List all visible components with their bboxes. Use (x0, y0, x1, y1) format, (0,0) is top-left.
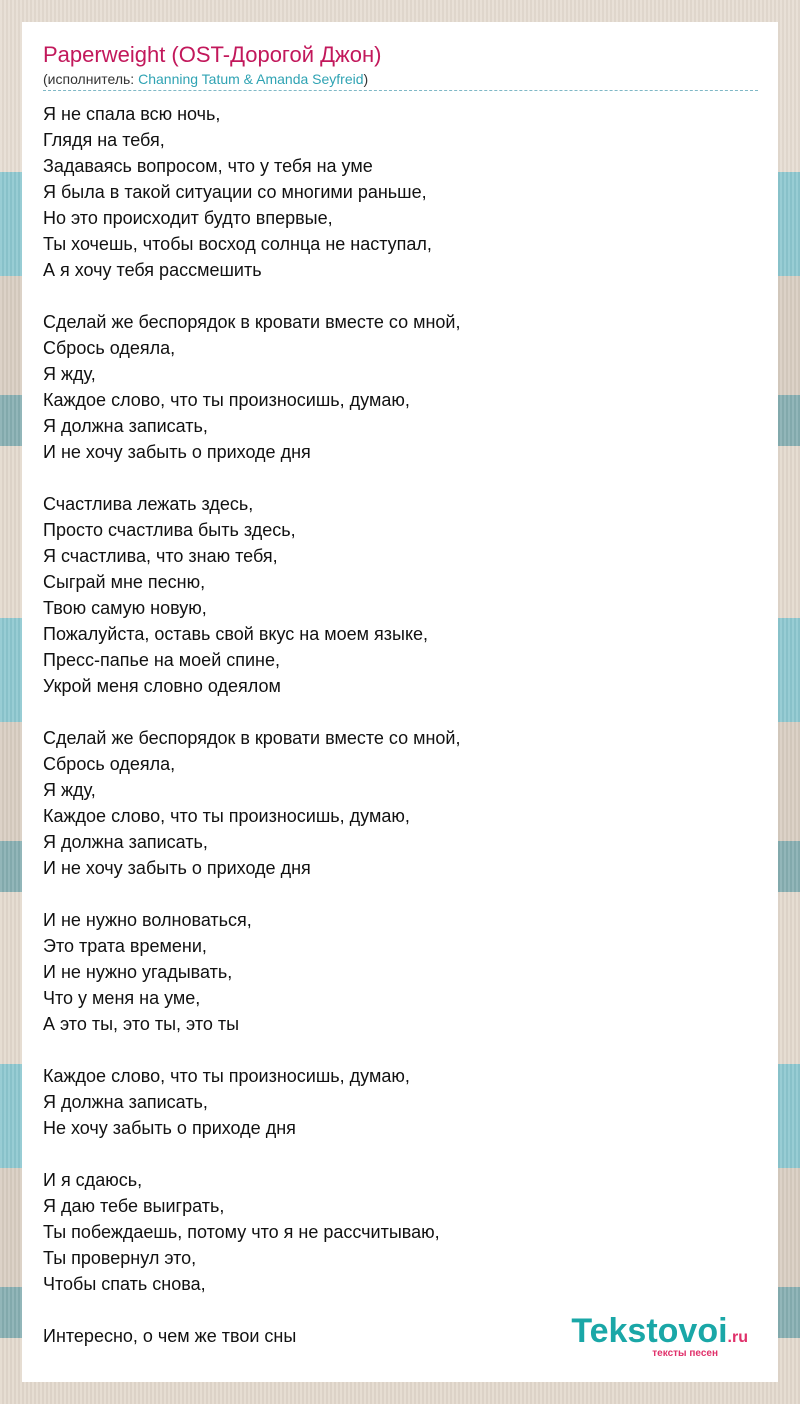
lyric-line: Просто счастлива быть здесь, (43, 520, 296, 540)
byline-suffix: ) (363, 71, 369, 87)
lyric-line: И не нужно угадывать, (43, 962, 233, 982)
logo-tagline: тексты песен (652, 1348, 718, 1359)
lyric-line: А я хочу тебя рассмешить (43, 260, 262, 280)
lyric-line: Ты провернул это, (43, 1248, 197, 1268)
lyric-line: Я была в такой ситуации со многими раньше, (43, 182, 427, 202)
song-title: Paperweight (OST-Дорогой Джон) (43, 42, 382, 67)
lyric-line: Я должна записать, (43, 416, 208, 436)
lyric-line: Сделай же беспорядок в кровати вместе со мной, (43, 312, 461, 332)
lyric-line: Глядя на тебя, (43, 130, 165, 150)
byline-prefix: (исполнитель: (43, 71, 139, 87)
stanza (43, 491, 758, 699)
artist-byline (43, 70, 758, 91)
lyric-line: Я счастлива, что знаю тебя, (43, 546, 278, 566)
lyric-line: Не хочу забыть о приходе дня (43, 1118, 296, 1138)
lyric-line: Я не спала всю ночь, (43, 104, 221, 124)
lyrics-body (43, 101, 758, 1349)
lyric-line: Что у меня на уме, (43, 988, 201, 1008)
lyric-line: И не хочу забыть о приходе дня (43, 442, 311, 462)
lyric-line: Я жду, (43, 364, 96, 384)
stanza (43, 309, 758, 465)
lyric-line: Я должна записать, (43, 1092, 208, 1112)
lyric-line: Сыграй мне песню, (43, 572, 206, 592)
lyric-line: Пресс-папье на моей спине, (43, 650, 281, 670)
lyric-line: Ты побеждаешь, потому что я не рассчитываю, (43, 1222, 440, 1242)
artist-link[interactable]: Channing Tatum & Amanda Seyfreid (138, 71, 364, 87)
lyric-line: Пожалуйста, оставь свой вкус на моем языке, (43, 624, 429, 644)
lyric-line: Чтобы спать снова, (43, 1274, 206, 1294)
lyric-line: Это трата времени, (43, 936, 207, 956)
lyric-line: Я должна записать, (43, 832, 208, 852)
stanza (43, 725, 758, 881)
lyric-line: Каждое слово, что ты произносишь, думаю, (43, 390, 410, 410)
stanza (43, 907, 758, 1037)
lyric-line: Твою самую новую, (43, 598, 207, 618)
lyric-line: Я даю тебе выиграть, (43, 1196, 225, 1216)
lyric-line: Сбрось одеяла, (43, 338, 176, 358)
lyric-line: Интересно, о чем же твои сны (43, 1326, 297, 1346)
lyric-line: Сделай же беспорядок в кровати вместе со мной, (43, 728, 461, 748)
lyric-line: Ты хочешь, чтобы восход солнца не наступал, (43, 234, 432, 254)
lyric-line: Сбрось одеяла, (43, 754, 176, 774)
logo-wordmark: Tekstovoi (571, 1312, 728, 1350)
lyric-line: Укрой меня словно одеялом (43, 676, 281, 696)
lyric-line: И я сдаюсь, (43, 1170, 143, 1190)
lyric-line: И не нужно волноваться, (43, 910, 252, 930)
lyric-line: Каждое слово, что ты произносишь, думаю, (43, 1066, 410, 1086)
stanza (43, 1063, 758, 1141)
lyric-line: Я жду, (43, 780, 96, 800)
lyrics-card (22, 22, 778, 1382)
stanza (43, 101, 758, 283)
lyric-line: Счастлива лежать здесь, (43, 494, 254, 514)
site-logo[interactable] (548, 1314, 748, 1360)
lyric-line: Каждое слово, что ты произносишь, думаю, (43, 806, 410, 826)
logo-domain: .ru (727, 1329, 748, 1346)
lyric-line: А это ты, это ты, это ты (43, 1014, 240, 1034)
stanza (43, 1167, 758, 1297)
lyric-line: И не хочу забыть о приходе дня (43, 858, 311, 878)
lyric-line: Задаваясь вопросом, что у тебя на уме (43, 156, 373, 176)
lyric-line: Но это происходит будто впервые, (43, 208, 333, 228)
